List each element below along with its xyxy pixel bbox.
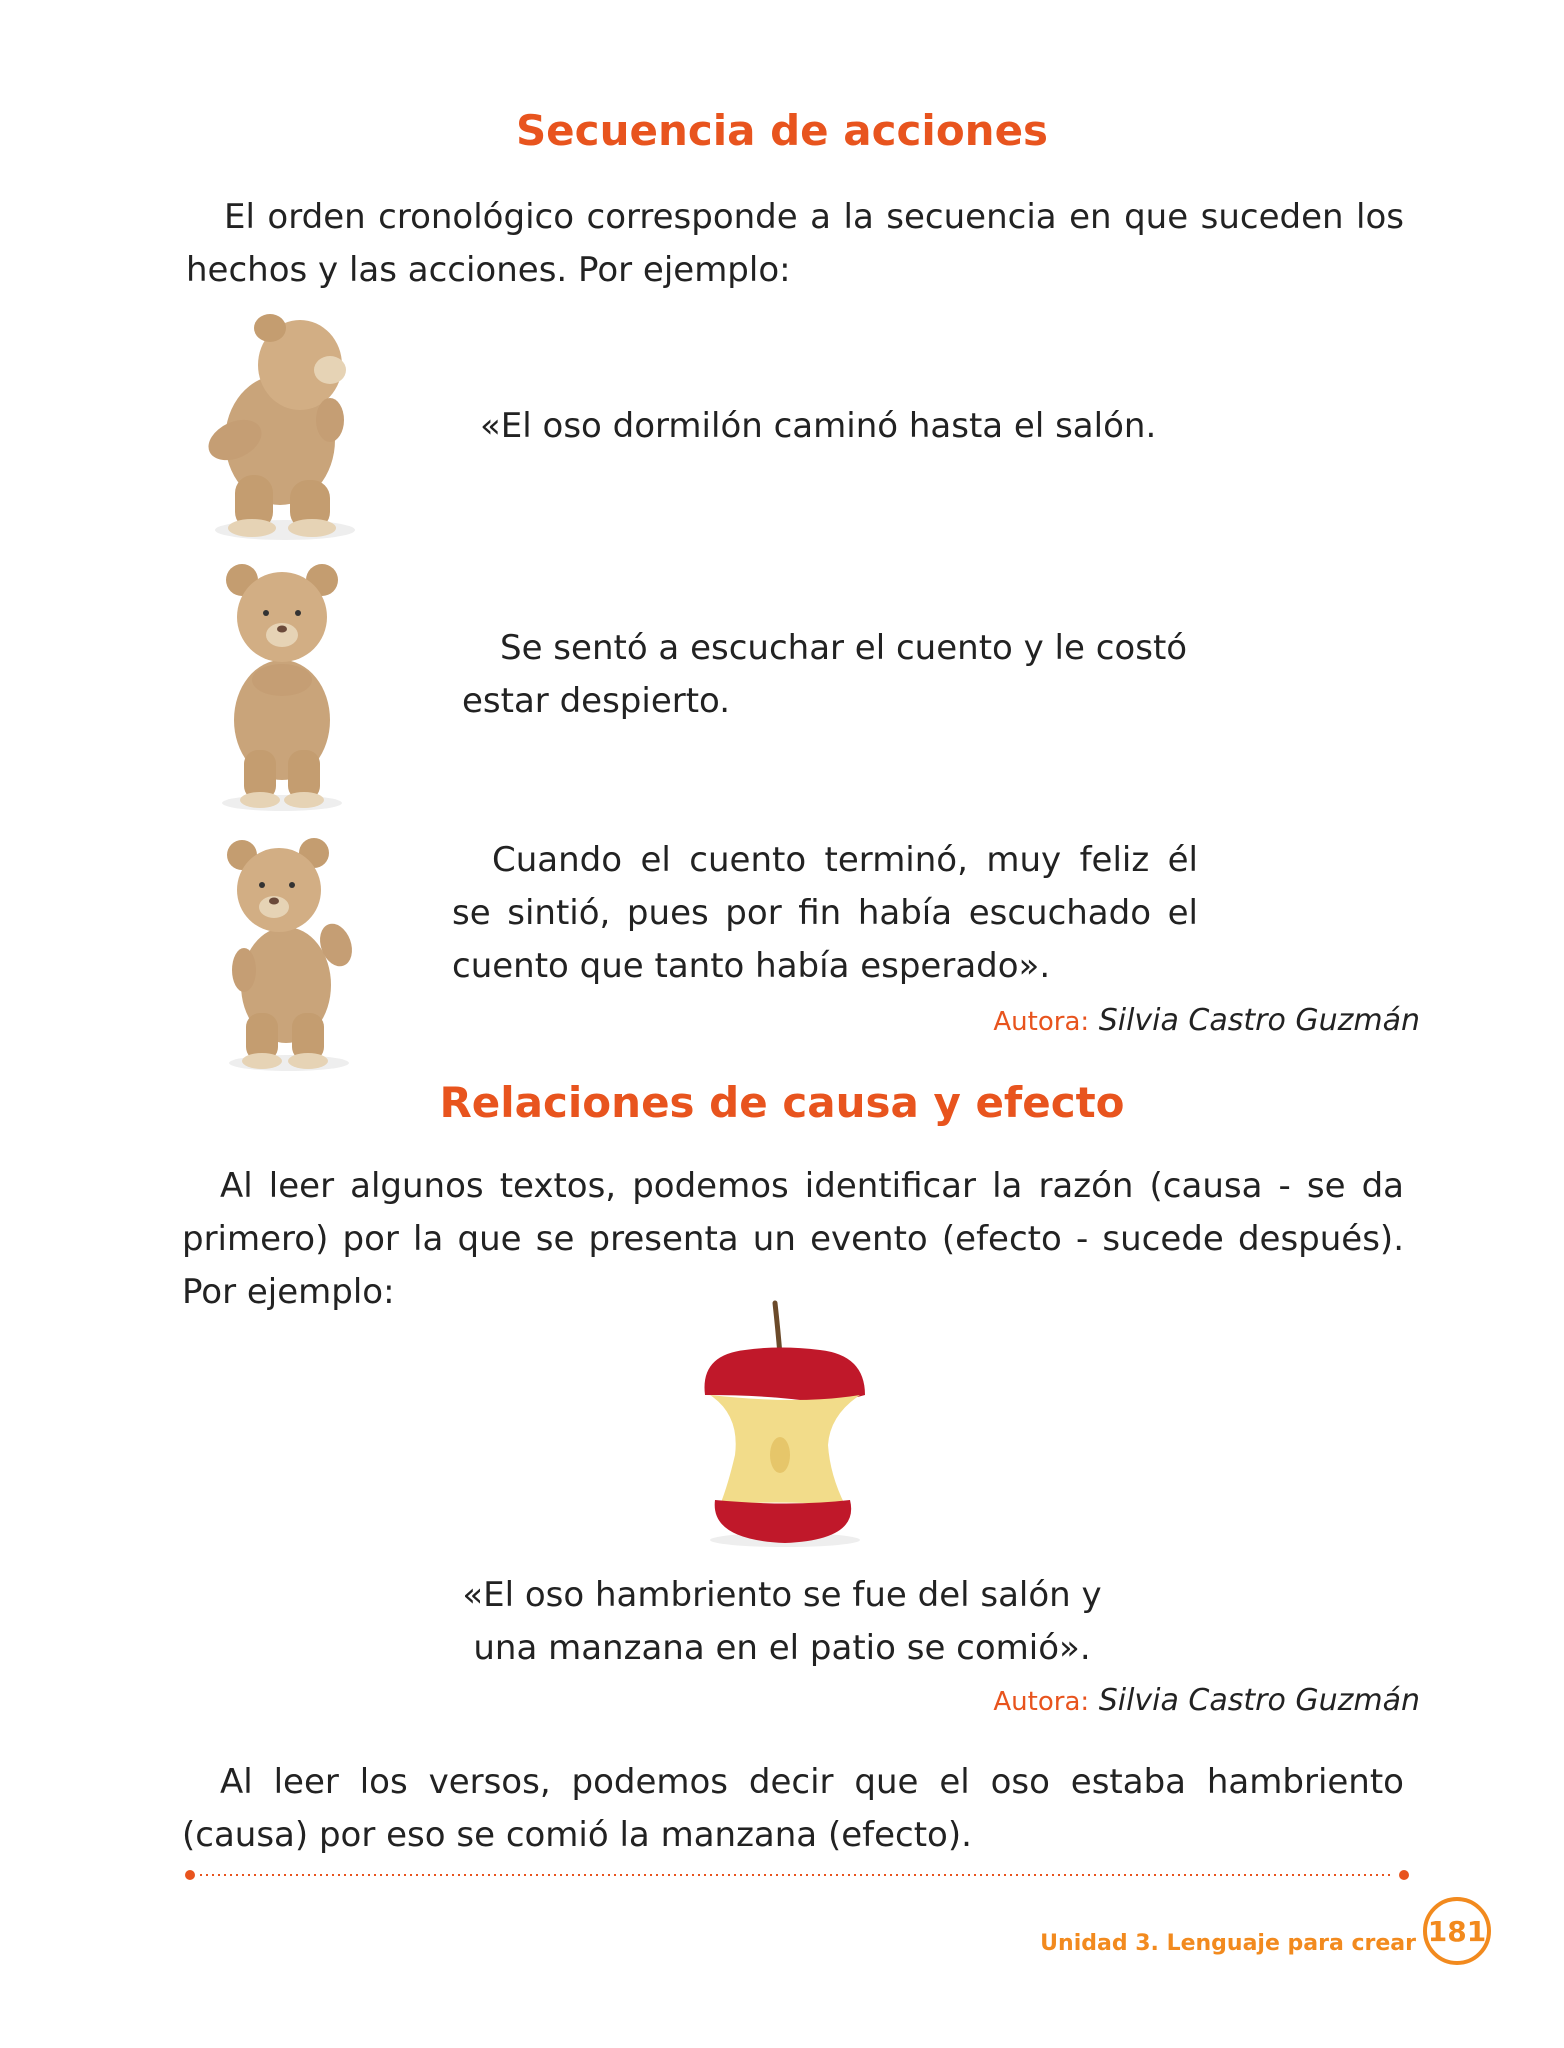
author-label: Autora:	[993, 1007, 1090, 1037]
sequence-line-1: «El oso dormilón caminó hasta el salón.	[480, 406, 1157, 446]
teddy-bear-walking-image	[190, 300, 370, 550]
author-label: Autora:	[993, 1687, 1090, 1717]
intro-causa-efecto: Al leer algunos textos, podemos identificar la razón (causa - se da primero) por la que se presenta un evento (efecto - sucede después). Por ejemplo:	[182, 1166, 1404, 1312]
section-title-causa-efecto: Relaciones de causa y efecto	[439, 1078, 1125, 1127]
verse-line-1: «El oso hambriento se fue del salón y	[462, 1575, 1102, 1615]
conclusion-paragraph: Al leer los versos, podemos decir que el oso estaba hambriento (causa) por eso se comió la manzana (efecto).	[182, 1762, 1404, 1855]
section-title-secuencia: Secuencia de acciones	[515, 106, 1049, 155]
intro-secuencia: El orden cronológico corresponde a la secuencia en que suceden los hechos y las acciones. Por ejemplo:	[186, 197, 1404, 290]
author-name: Silvia Castro Guzmán	[1098, 1003, 1420, 1038]
sequence-line-3: Cuando el cuento terminó, muy feliz él se sintió, pues por fin había escuchado el cuento que tanto había esperado».	[452, 840, 1198, 986]
page-number: 181	[1423, 1897, 1491, 1965]
author-name: Silvia Castro Guzmán	[1098, 1683, 1420, 1718]
author-credit-2	[993, 1683, 1420, 1718]
teddy-bear-waving-image	[214, 835, 364, 1075]
teddy-bear-standing-image	[212, 555, 352, 815]
sequence-line-2: Se sentó a escuchar el cuento y le costó estar despierto.	[462, 628, 1188, 721]
dotted-divider	[182, 1868, 1412, 1882]
unit-label: Unidad 3. Lenguaje para crear	[1040, 1931, 1416, 1956]
author-credit-1	[993, 1003, 1420, 1038]
verse-line-2: una manzana en el patio se comió».	[473, 1628, 1091, 1668]
eaten-apple-image	[680, 1295, 890, 1550]
